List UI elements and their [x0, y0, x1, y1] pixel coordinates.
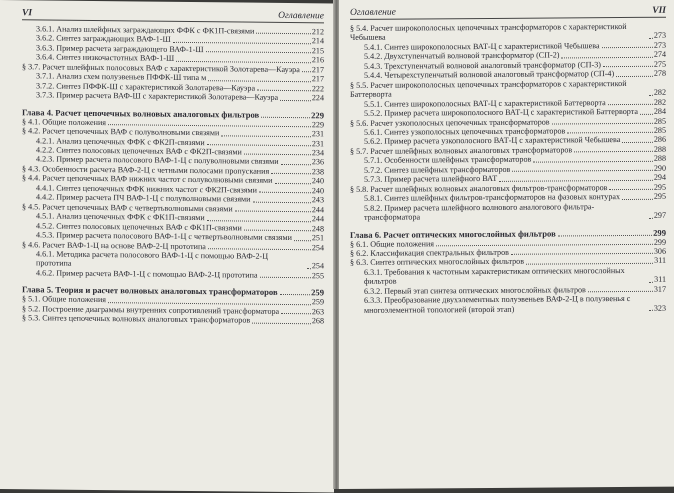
toc-entry — [350, 266, 666, 287]
dot-leader — [244, 154, 311, 156]
toc-entry-title: § 4.5. Расчет цепочечных ВАФ с четвертьволновыми связями — [22, 201, 233, 214]
dot-leader — [261, 116, 310, 118]
toc-page-number: 273 — [653, 31, 666, 41]
toc-page-number: 222 — [311, 83, 324, 94]
toc-page-number: 217 — [311, 65, 324, 75]
right-page-header — [350, 0, 666, 20]
toc-page-number: 243 — [311, 195, 324, 205]
toc-entry-title: 4.6.1. Методика расчета полосового ВАФ-1-Ц с помощью ВАФ-2-Ц прототипа — [36, 249, 269, 269]
dot-leader — [533, 161, 653, 163]
toc-page-number: 295 — [653, 191, 666, 201]
toc-entry-title: § 6.3. Синтез оптических многослойных фильтров — [350, 257, 525, 268]
dot-leader — [608, 104, 653, 105]
toc-entry-title: 4.5.2. Синтез полосовых цепочечных ВАФ с ФК1П-связями — [36, 220, 242, 233]
toc-entry-title: Глава 4. Расчет цепочечных волновых аналоговых фильтров — [22, 106, 260, 120]
toc-page-number: 311 — [654, 256, 666, 266]
toc-entry-title: 6.3.1. Требования к частотным характеристикам оптических многослойных фильтров — [364, 265, 625, 287]
toc-page-number: 217 — [311, 74, 324, 84]
toc-entry-title: 3.6.3. Пример расчета заграждающего ВАФ-1-Ш — [36, 43, 204, 55]
dot-leader — [526, 263, 653, 265]
left-page-number: VI — [22, 8, 33, 19]
left-page — [0, 0, 334, 492]
toc-entry-title: 6.3.3. Преобразование двухэлементных полуэвеньев ВАФ-2-Ц в полуэвенья с многоэлементной топологией (второй этап) — [364, 294, 631, 315]
toc-page-number: 275 — [653, 59, 666, 69]
toc-entry-title: 6.3.2. Первый этап синтеза оптических многослойных фильтров — [364, 285, 586, 296]
dot-leader — [649, 94, 653, 95]
dot-leader — [512, 170, 652, 172]
toc-entry-title: 4.4.2. Пример расчета ПЧ ВАФ-1-Ц с полуволновыми связями — [36, 192, 251, 204]
toc-entry — [350, 294, 666, 315]
toc-entry-title: 5.4.3. Трехступенчатый волновой аналоговый трансформатор (СП-3) — [364, 59, 601, 71]
toc-entry-title: 5.4.4. Четырехступенчатый волновой аналоговый трансформатор (СП-4) — [364, 69, 615, 81]
toc-page-number: 288 — [653, 154, 666, 164]
toc-page-number: 263 — [311, 307, 324, 317]
toc-entry-title: 4.2.1. Анализ цепочечных ФФК с ФК2П-связями — [36, 135, 205, 147]
right-page — [339, 0, 674, 489]
toc-page-number: 323 — [653, 303, 666, 313]
left-page-header — [22, 0, 324, 23]
dot-leader — [253, 201, 311, 203]
dot-leader — [603, 66, 653, 67]
toc-page-number: 240 — [311, 176, 324, 186]
dot-leader — [567, 132, 652, 134]
dot-leader — [511, 253, 653, 255]
toc-page-number: 254 — [311, 261, 324, 271]
toc-page-number: 229 — [311, 109, 324, 121]
toc-page-number: 285 — [653, 125, 666, 135]
dot-leader — [256, 33, 311, 35]
toc-page-number: 236 — [311, 157, 324, 167]
toc-page-number: 282 — [653, 87, 666, 97]
dot-leader — [260, 277, 311, 279]
toc-page-number: 224 — [311, 93, 324, 103]
toc-entry-title: 5.6.1. Синтез узкополосных цепочечных трансформаторов — [364, 126, 566, 137]
toc-entry-title: 5.8.1. Синтез шлейфных фильтров-трансформаторов на фазовых контурах — [364, 192, 621, 203]
toc-page-number: 284 — [653, 106, 666, 116]
dot-leader — [244, 230, 311, 232]
toc-page-number: 212 — [311, 27, 324, 37]
dot-leader — [275, 183, 311, 184]
toc-page-number: 244 — [311, 214, 324, 224]
toc-entry-title: § 6.1. Общие положения — [350, 238, 434, 249]
dot-leader — [616, 76, 653, 77]
toc-page-number: 290 — [653, 163, 666, 173]
dot-leader — [574, 151, 653, 153]
toc-page-number: 286 — [653, 135, 666, 145]
toc-page-number: 214 — [311, 36, 324, 46]
toc-entry-title: 3.6.2. Синтез заграждающих ВАФ-1-Ш — [36, 33, 171, 45]
toc-page-number: 294 — [653, 172, 666, 183]
toc-page-number: 285 — [653, 116, 666, 126]
toc-entry-title: 5.8.2. Пример расчета шлейфного волнового аналогового фильтра-трансформатора — [364, 201, 595, 222]
toc-entry-title: Глава 6. Расчет оптических многослойных фильтров — [350, 228, 556, 240]
dot-leader — [173, 42, 311, 44]
dot-leader — [176, 61, 311, 63]
dot-leader — [602, 47, 653, 48]
toc-page-number: 259 — [311, 297, 324, 307]
toc-entry — [22, 90, 324, 103]
toc-entry-title: 5.5.2. Пример расчета широкополосного ВАТ-Ц с характеристикой Баттерворта — [364, 106, 638, 118]
toc-page-number: 259 — [311, 287, 324, 298]
right-toc-list — [350, 22, 666, 315]
toc-entry-title: 4.5.1. Анализ цепочечных ФФК с ФК1П-связями — [36, 211, 205, 223]
toc-entry — [350, 78, 666, 99]
toc-entry-title: 3.7.1. Анализ схем полуэвеньев ПФФК-Ш типа м — [36, 71, 207, 83]
toc-entry-title: 3.7.2. Синтез ПФФК-Ш с характеристикой Золотарева—Кауэра — [36, 81, 256, 93]
toc-entry-title: 4.6.2. Пример расчета ВАФ-1-Ц с помощью ВАФ-2-Ц прототипа — [36, 268, 258, 280]
toc-entry-title: 5.6.2. Пример расчета узкополосного ВАТ-Ц с характеристикой Чебышева — [364, 135, 621, 147]
dot-leader — [302, 71, 311, 72]
toc-entry-title: 3.6.1. Анализ шлейфных заграждающих ФФК с ФК1П-связями — [36, 24, 255, 36]
dot-leader — [206, 52, 311, 54]
toc-entry-title: 5.4.1. Синтез широкополосных ВАТ-Ц с характеристикой Чебышева — [364, 41, 600, 52]
toc-page-number: 295 — [653, 182, 666, 192]
toc-entry-title: 4.5.3. Пример расчета полосового ВАФ-1-Ц с четвертьволновыми связями — [36, 230, 292, 243]
toc-entry-title: 5.7.3. Пример расчета шлейфного ВАТ — [364, 174, 498, 185]
toc-page-number: 297 — [653, 210, 666, 220]
dot-leader — [235, 211, 311, 213]
toc-page-number: 311 — [654, 275, 666, 285]
toc-entry-title: § 5.4. Расчет широкополосных цепочечных трансформаторов с характеристикой Чебышева — [350, 21, 627, 43]
dot-leader — [281, 313, 311, 314]
toc-page-number: 251 — [311, 233, 324, 243]
dot-leader — [561, 57, 652, 59]
toc-entry-title: § 6.2. Классификация спектральных фильтров — [350, 247, 509, 258]
dot-leader — [558, 234, 652, 236]
dot-leader — [271, 173, 311, 174]
toc-page-number: 215 — [311, 46, 324, 56]
toc-page-number: 268 — [311, 316, 324, 326]
toc-entry — [350, 201, 666, 222]
toc-page-number: 299 — [653, 227, 666, 238]
dot-leader — [622, 198, 653, 199]
toc-entry-title: § 5.2. Построение диаграммы внутренних сопротивлений трансформатора — [22, 304, 280, 316]
toc-entry-title: 4.2.3. Пример расчета полосового ВАФ-1-Ц с полуволновыми связями — [36, 154, 279, 167]
toc-entry-title: § 5.3. Синтез цепочечных волновых аналоговых трансформаторов — [22, 313, 251, 325]
toc-page-number: 240 — [311, 186, 324, 196]
toc-entry-title: § 5.1. Общие положения — [22, 294, 106, 305]
toc-entry-title: § 4.2. Расчет цепочечных ВАФ с полуволновыми связями — [22, 126, 220, 138]
left-toc-list — [22, 24, 324, 326]
toc-entry-title: § 5.7. Расчет шлейфных волновых аналоговых трансформаторов — [350, 145, 573, 156]
dot-leader — [649, 217, 653, 218]
toc-page-number: 255 — [311, 271, 324, 281]
dot-leader — [609, 189, 652, 190]
toc-page-number: 238 — [311, 167, 324, 177]
toc-entry-title: § 5.8. Расчет шлейфных волновых аналоговых фильтров-трансформаторов — [350, 182, 608, 194]
toc-entry-title: Глава 5. Теория и расчет волновых аналоговых трансформаторов — [22, 284, 278, 298]
toc-page-number: 248 — [311, 223, 324, 234]
dot-leader — [280, 100, 311, 101]
dot-leader — [257, 90, 311, 92]
toc-entry-title: § 4.1. Общие положения — [22, 116, 106, 127]
toc-entry-title: 5.7.2. Синтез шлейфных трансформаторов — [364, 164, 511, 175]
toc-page-number: 216 — [311, 55, 324, 65]
toc-entry-title: 5.4.2. Двухступенчатый волновой трансформатор (СП-2) — [364, 50, 560, 62]
toc-page-number: 244 — [311, 204, 324, 215]
toc-entry-title: 5.5.1. Синтез широкополосных ВАТ-Ц с характеристикой Баттерворта — [364, 97, 606, 109]
dot-leader — [622, 142, 653, 143]
dot-leader — [207, 220, 311, 222]
toc-entry-title: 4.2.2. Синтез полосовых цепочечных ВАФ с ФК2П-связями — [36, 145, 242, 157]
dot-leader — [280, 294, 310, 295]
toc-page-number: 282 — [653, 97, 666, 107]
toc-page-number: 231 — [311, 129, 324, 139]
toc-page-number: 231 — [311, 138, 324, 148]
toc-page-number: 288 — [653, 144, 666, 154]
toc-page-number: 254 — [311, 242, 324, 252]
dot-leader — [552, 123, 653, 125]
toc-entry — [350, 22, 666, 43]
toc-entry-title: 4.4.1. Синтез цепочечных ФФК нижних частот с ФК2П-связями — [36, 183, 257, 195]
toc-page-number: 234 — [311, 148, 324, 158]
dot-leader — [208, 80, 311, 82]
toc-page-number: 317 — [653, 284, 666, 294]
toc-entry-title: § 4.3. Особенности расчета ВАФ-2-Ц с четными полосами пропускания — [22, 164, 270, 176]
dot-leader — [436, 244, 653, 247]
right-running-title: Оглавление — [350, 7, 396, 18]
dot-leader — [640, 113, 653, 114]
dot-leader — [208, 248, 311, 250]
toc-entry-title: 3.6.4. Синтез низкочастотных ВАФ-1-Ш — [36, 52, 175, 64]
toc-entry-title: § 4.6. Расчет ВАФ-1-Ц на основе ВАФ-2-Ц прототипа — [22, 239, 206, 251]
toc-page-number: 278 — [653, 68, 666, 79]
dot-leader — [259, 192, 311, 194]
toc-entry-title: § 3.7. Расчет шлейфных полосовых ВАФ с характеристикой Золотарева—Кауэра — [22, 62, 300, 74]
toc-page-number: 274 — [653, 50, 666, 60]
toc-entry-title: § 5.5. Расчет широкополосных цепочечных трансформаторов с характеристикой Баттерворта — [350, 78, 627, 100]
toc-page-number: 229 — [311, 119, 324, 130]
dot-leader — [499, 180, 653, 182]
right-page-number: VII — [652, 5, 666, 16]
toc-page-number: 306 — [653, 246, 666, 256]
toc-entry-title: 5.7.1. Особенности шлейфных трансформаторов — [364, 155, 532, 166]
dot-leader — [294, 240, 311, 241]
toc-page-number: 273 — [653, 40, 666, 50]
dot-leader — [221, 135, 311, 137]
toc-entry-title: § 4.4. Расчет цепочечных ВАФ нижних частот с полуволновыми связями — [22, 173, 273, 186]
toc-entry-title: 3.7.3. Пример расчета ВАФ-Ш с характеристикой Золотарева—Кауэра — [36, 90, 279, 103]
toc-entry-title: § 5.6. Расчет узкополосных цепочечных трансформаторов — [350, 117, 550, 128]
dot-leader — [649, 38, 653, 39]
left-running-title: Оглавление — [278, 10, 324, 22]
dot-leader — [281, 164, 311, 165]
dot-leader — [649, 310, 653, 311]
dot-leader — [588, 291, 653, 292]
dot-leader — [649, 282, 653, 283]
dot-leader — [207, 144, 311, 146]
toc-page-number: 299 — [653, 237, 666, 247]
dot-leader — [252, 322, 311, 324]
dot-leader — [307, 268, 311, 269]
